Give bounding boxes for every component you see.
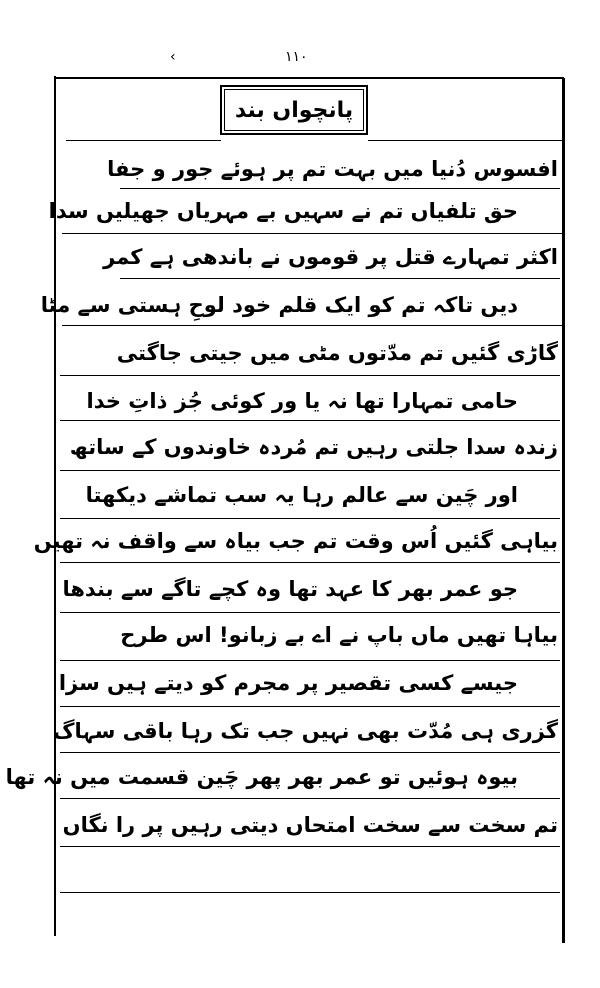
verse-line-14: بیوہ ہوئیں تو عمر بھر پھر چَین قسمت میں نہ تھا (5, 765, 518, 789)
ruled-line (62, 233, 562, 234)
ruled-line (60, 375, 560, 376)
verse-line-5: گاڑی گئیں تم مدّتوں مٹی میں جیتی جاگتی (116, 341, 558, 365)
ruled-line (60, 562, 560, 563)
verse-line-8: اور چَین سے عالم رہا یہ سب تماشے دیکھتا (85, 483, 518, 507)
verse-line-3: اکثر تمہارے قتل پر قوموں نے باندھی ہے کمر (103, 245, 558, 269)
page-number: ۱۱۰ (285, 49, 308, 65)
ruled-line (60, 798, 560, 799)
verse-line-11: بیاہا تھیں ماں باپ نے اے بے زبانو! اس طرح (120, 623, 558, 647)
page-header-marks (0, 50, 600, 70)
ruled-line (60, 706, 560, 707)
ruled-line (120, 188, 560, 189)
ruled-line (66, 140, 221, 141)
ruled-line (120, 278, 560, 279)
frame-top-border (54, 77, 564, 79)
verse-line-1: افسوس دُنیا میں بہت تم پر ہوئے جور و جفا (107, 157, 558, 181)
ruled-line (60, 470, 560, 471)
ruled-line (60, 612, 560, 613)
verse-line-13: گزری ہی مُدّت بھی نہیں جب تک رہا باقی سہاگ (53, 719, 558, 743)
ruled-line (60, 518, 560, 519)
verse-line-2: حق تلفیاں تم نے سہیں بے مہریاں جھیلیں سدا (48, 199, 518, 223)
verse-line-9: بیاہی گئیں اُس وقت تم جب بیاہ سے واقف نہ تھیں (33, 529, 558, 553)
verse-line-7: زندہ سدا جلتی رہیں تم مُردہ خاوندوں کے ساتھ (69, 435, 558, 459)
ruled-line (60, 660, 560, 661)
section-title-box (220, 85, 368, 135)
section-title: پانچواں بند (234, 97, 354, 123)
frame-right-border (562, 78, 565, 943)
verse-line-12: جیسے کسی تقصیر پر مجرم کو دیتے ہیں سزا (58, 671, 518, 695)
ruled-line (60, 752, 560, 753)
page-mark-left: ‹ (170, 49, 176, 65)
ruled-line (62, 325, 562, 326)
ruled-line (60, 892, 560, 893)
verse-line-15: تم سخت سے سخت امتحاں دیتی رہیں پر را نگاں (62, 813, 558, 837)
ruled-line (368, 140, 562, 141)
verse-line-10: جو عمر بھر کا عہد تھا وہ کچے تاگے سے بندھا (62, 577, 518, 601)
verse-line-6: حامی تمہارا تھا نہ یا ور کوئی جُز ذاتِ خدا (86, 389, 518, 413)
ruled-line (60, 846, 560, 847)
verse-line-4: دیں تاکہ تم کو ایک قلم خود لوحِ ہستی سے مٹا (40, 293, 518, 317)
ruled-line (60, 420, 560, 421)
